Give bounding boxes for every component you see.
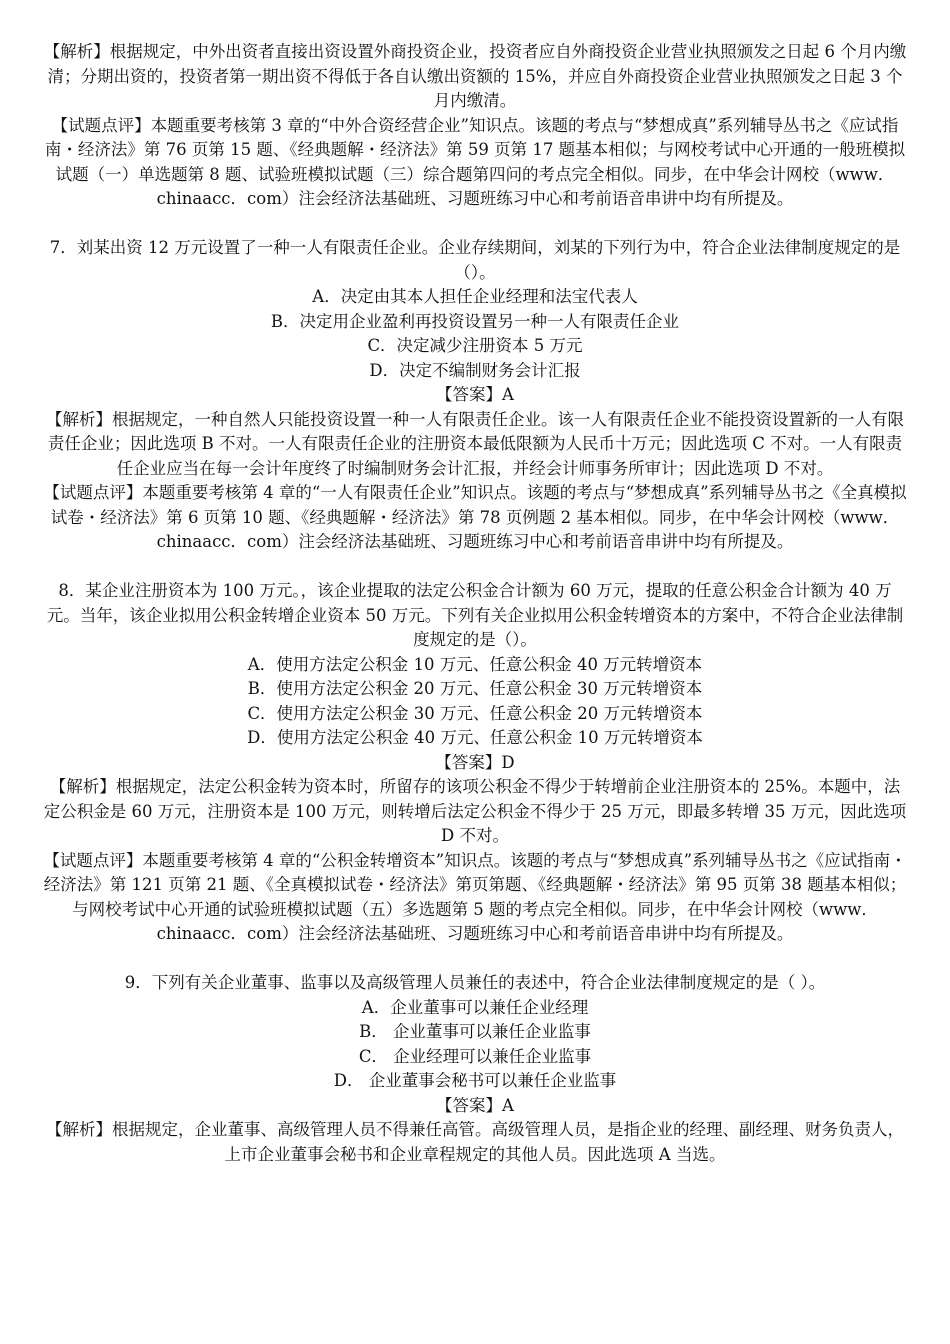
option-a: A．决定由其本人担任企业经理和法宝代表人 [312,287,638,306]
option-a: A．企业董事可以兼任企业经理 [361,997,589,1017]
answer: 【答案】A [436,1095,514,1115]
answer: 【答案】A [436,385,514,404]
option-b: B． 企业董事可以兼任企业监事 [359,1022,591,1041]
question-stem: 8．某企业注册资本为 100 万元。，该企业提取的法定公积金合计额为 60 万元，提取的任意公积金合计额为 40 万元。当年，该企业拟用公积金转增企业资本 50 万元。下列有关企业拟用公积金转增资本的方案中，不符合企业法律制度规定的是（）。 [46,581,904,649]
question-stem: 7．刘某出资 12 万元设置了一种一人有限责任企业。企业存续期间，刘某的下列行为中，符合企业法律制度规定的是（）。 [49,238,901,282]
review-paragraph: 【试题点评】本题重要考核第 4 章的“公积金转增资本”知识点。该题的考点与“梦想成真”系列辅导丛书之《应试指南・经济法》第 121 页第 21 题、《全真模拟试卷・经济法》第页第题、《经典题解・经济法》第 95 页第 38 题基本相似；与网校考试中心开通的试验班模拟试题（五）多选题第 5 题的考点完全相似。同步，在中华会计网校（www．chinaacc．com）注会经济法基础班、习题班练习中心和考前语音串讲中均有所提及。 [43,850,907,943]
review-paragraph: 【试题点评】本题重要考核第 3 章的“中外合资经营企业”知识点。该题的考点与“梦想成真”系列辅导丛书之《应试指南・经济法》第 76 页第 15 题、《经典题解・经济法》第 59 页第 17 题基本相似；与网校考试中心开通的一般班模拟试题（一）单选题第 8 题、试验班模拟试题（三）综合题第四问的考点完全相似。同步，在中华会计网校（www．chinaacc．com）注会经济法基础班、习题班练习中心和考前语音串讲中均有所提及。 [44,115,906,208]
question-7 [42,236,908,555]
analysis-paragraph: 【解析】根据规定，企业董事、高级管理人员不得兼任高管。高级管理人员，是指企业的经理、副经理、财务负责人，上市企业董事会秘书和企业章程规定的其他人员。因此选项 A 当选。 [46,1120,904,1164]
analysis-paragraph: 【解析】根据规定，一种自然人只能投资设置一种一人有限责任企业。该一人有限责任企业不能投资设置新的一人有限责任企业；因此选项 B 不对。一人有限责任企业的注册资本最低限额为人民币十万元；因此选项 C 不对。一人有限责任企业应当在每一会计年度终了时编制财务会计汇报，并经会计师事务所审计；因此选项 D 不对。 [46,409,904,478]
answer: 【答案】D [435,752,515,772]
spacer [42,555,908,580]
option-a: A．使用方法定公积金 10 万元、任意公积金 40 万元转增资本 [247,654,703,674]
option-c: C． 企业经理可以兼任企业监事 [358,1046,592,1066]
question-9 [42,971,908,1167]
option-d: D．使用方法定公积金 40 万元、任意公积金 10 万元转增资本 [247,728,703,747]
spacer [42,212,908,237]
option-d: D． 企业董事会秘书可以兼任企业监事 [333,1071,617,1090]
option-d: D．决定不编制财务会计汇报 [369,360,581,380]
question-stem: 9．下列有关企业董事、监事以及高级管理人员兼任的表述中，符合企业法律制度规定的是（ ）。 [124,973,826,992]
option-c: C．使用方法定公积金 30 万元、任意公积金 20 万元转增资本 [247,703,703,723]
review-paragraph: 【试题点评】本题重要考核第 4 章的“一人有限责任企业”知识点。该题的考点与“梦想成真”系列辅导丛书之《全真模拟试卷・经济法》第 6 页第 10 题、《经典题解・经济法》第 78 页例题 2 基本相似。同步，在中华会计网校（www．chinaacc．com）注会经济法基础班、习题班练习中心和考前语音串讲中均有所提及。 [43,483,907,551]
option-b: B．决定用企业盈利再投资设置另一种一人有限责任企业 [270,311,680,331]
question-8 [42,579,908,947]
analysis-paragraph: 【解析】根据规定，法定公积金转为资本时，所留存的该项公积金不得少于转增前企业注册资本的 25%。本题中，法定公积金是 60 万元，注册资本是 100 万元，则转增后法定公积金不得少于 25 万元，即最多转增 35 万元，因此选项 D 不对。 [43,777,907,845]
analysis-paragraph: 【解析】根据规定，中外出资者直接出资设置外商投资企业，投资者应自外商投资企业营业执照颁发之日起 6 个月内缴清；分期出资的，投资者第一期出资不得低于各自认缴出资额的 15%，并应自外商投资企业营业执照颁发之日起 3 个月内缴清。 [43,42,907,110]
spacer [42,947,908,972]
option-b: B．使用方法定公积金 20 万元、任意公积金 30 万元转增资本 [247,679,703,698]
block-prev-question [42,40,908,212]
option-c: C．决定减少注册资本 5 万元 [367,336,583,355]
